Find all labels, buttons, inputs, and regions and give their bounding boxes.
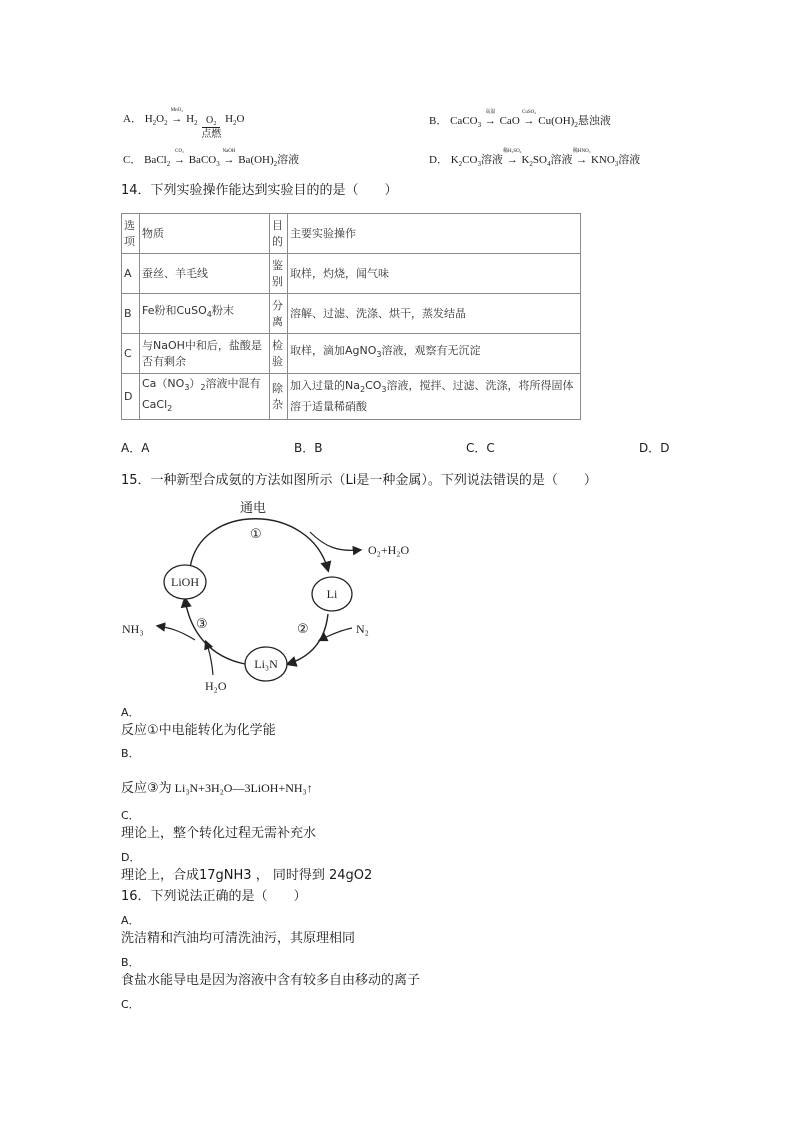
header-purpose: 目的 xyxy=(270,214,288,254)
q16-option-c-letter[interactable]: C． xyxy=(121,998,140,1011)
reaction-arrow: NaOH → xyxy=(222,149,236,166)
q13-option-c[interactable]: C． BaCl$_2$ CO₂ → BaCO$_3$ NaOH → $Ba(OH)_2$溶液 xyxy=(123,149,300,169)
table-row: B Fe粉和CuSO$_4$粉末 分离 溶解、过滤、洗涤、烘干，蒸发结晶 xyxy=(122,294,581,334)
text-nh3: NH₃ xyxy=(122,622,144,636)
text-li3n: Li₃N xyxy=(254,657,278,671)
label-step1: ① xyxy=(250,527,262,542)
q13-option-b[interactable]: B． CaCO$_3$ 高温 → CaO CuSO₄ → $Cu(OH)_2$悬浊液 xyxy=(429,110,611,130)
text-o2-h2o: O₂+H₂O xyxy=(368,543,410,557)
text-lioh: LiOH xyxy=(171,575,199,589)
q15-option-d-text: 理论上，合成17gNH3 ， 同时得到 24gO2 xyxy=(121,868,373,883)
q15-option-b-letter[interactable]: B． xyxy=(121,747,140,760)
q15-option-d-letter[interactable]: D． xyxy=(121,851,141,864)
q14-table xyxy=(121,213,581,420)
arc-step3 xyxy=(185,599,245,664)
header-operation: 主要实验操作 xyxy=(288,214,581,254)
arrow-nh3-out xyxy=(158,626,195,640)
table-row: D $Ca(NO_3)_2$溶液中混有CaCl$_2$ 除杂 加入过量的$Na_2CO_3$溶液，搅拌、过滤、洗涤，将所得固体溶于适量稀硝酸 xyxy=(122,374,581,420)
header-substance: 物质 xyxy=(140,214,270,254)
q15-option-c-text: 理论上，整个转化过程无需补充水 xyxy=(121,826,317,841)
substance-cell: Fe粉和CuSO$_4$粉末 xyxy=(140,294,270,334)
table-row: C 与NaOH中和后，盐酸是否有剩余 检验 取样，滴加AgNO$_3$溶液，观察有无沉淀 xyxy=(122,334,581,374)
operation-cell: 加入过量的$Na_2CO_3$溶液，搅拌、过滤、洗涤，将所得固体溶于适量稀硝酸 xyxy=(288,374,581,420)
header-option: 选项 xyxy=(122,214,140,254)
label-step3: ③ xyxy=(196,617,208,632)
text-li: Li xyxy=(326,587,338,601)
label-step2: ② xyxy=(297,622,309,637)
q16-option-b-letter[interactable]: B． xyxy=(121,956,140,969)
q15-option-c-letter[interactable]: C． xyxy=(121,809,140,822)
reaction-arrow: 高温 → xyxy=(484,110,496,127)
operation-cell: 取样，滴加AgNO$_3$溶液，观察有无沉淀 xyxy=(288,334,581,374)
text-h2o: H₂O xyxy=(205,679,227,693)
q16-option-a-letter[interactable]: A． xyxy=(121,914,140,927)
text-n2: N₂ xyxy=(356,622,369,636)
q16-option-b-text: 食盐水能导电是因为溶液中含有较多自由移动的离子 xyxy=(121,973,421,988)
q15-option-a-text: 反应①中电能转化为化学能 xyxy=(121,723,276,738)
table-header-row xyxy=(122,214,581,254)
q13-option-d[interactable]: D． $K_2CO_3$溶液 稀H₂SO₄ → $K_2SO_4$溶液 稀HNO₃ → $KNO_3$溶液 xyxy=(429,149,641,169)
q14-choice-c[interactable]: C．C xyxy=(466,441,495,455)
q16-stem: 16．下列说法正确的是（ ） xyxy=(121,889,307,904)
reaction-arrow: CO₂ → xyxy=(173,149,185,166)
q13-option-a[interactable]: A． $H_2O_2$ MnO₂ → $H_2$ $\frac{\text{O₂}}{\text{点燃}}$ $H_2O$ xyxy=(123,108,245,140)
reaction-equation: Li₃N+3H₂O—3LiOH+NH₃↑ xyxy=(174,781,313,795)
q15-option-b-text: 反应③为 Li₃N+3H₂O—3LiOH+NH₃↑ xyxy=(121,781,313,796)
reaction-arrow: 稀H₂SO₄ → xyxy=(502,149,522,166)
q16-option-a-text: 洗洁精和汽油均可清洗油污，其原理相同 xyxy=(121,931,356,946)
q15-stem: 15．一种新型合成氨的方法如图所示（Li是一种金属）。下列说法错误的是（ ） xyxy=(121,473,597,488)
q15-option-a-letter[interactable]: A． xyxy=(121,706,140,719)
q14-choice-b[interactable]: B．B xyxy=(294,441,323,455)
q14-choice-a[interactable]: A．A xyxy=(121,441,150,455)
substance-cell: $Ca(NO_3)_2$溶液中混有CaCl$_2$ xyxy=(140,374,270,420)
q14-stem: 14．下列实验操作能达到实验目的的是（ ） xyxy=(121,183,398,198)
reaction-arrow: MnO₂ → xyxy=(170,108,184,125)
q14-choice-d[interactable]: D．D xyxy=(639,441,670,455)
table-row: A 蚕丝、羊毛线 鉴别 取样，灼烧，闻气味 xyxy=(122,254,581,294)
ammonia-cycle-diagram xyxy=(110,492,430,702)
reaction-arrow: 稀HNO₃ → xyxy=(572,149,591,166)
label-tongdian: 通电 xyxy=(240,501,267,516)
reaction-arrow: CuSO₄ → xyxy=(522,110,537,127)
